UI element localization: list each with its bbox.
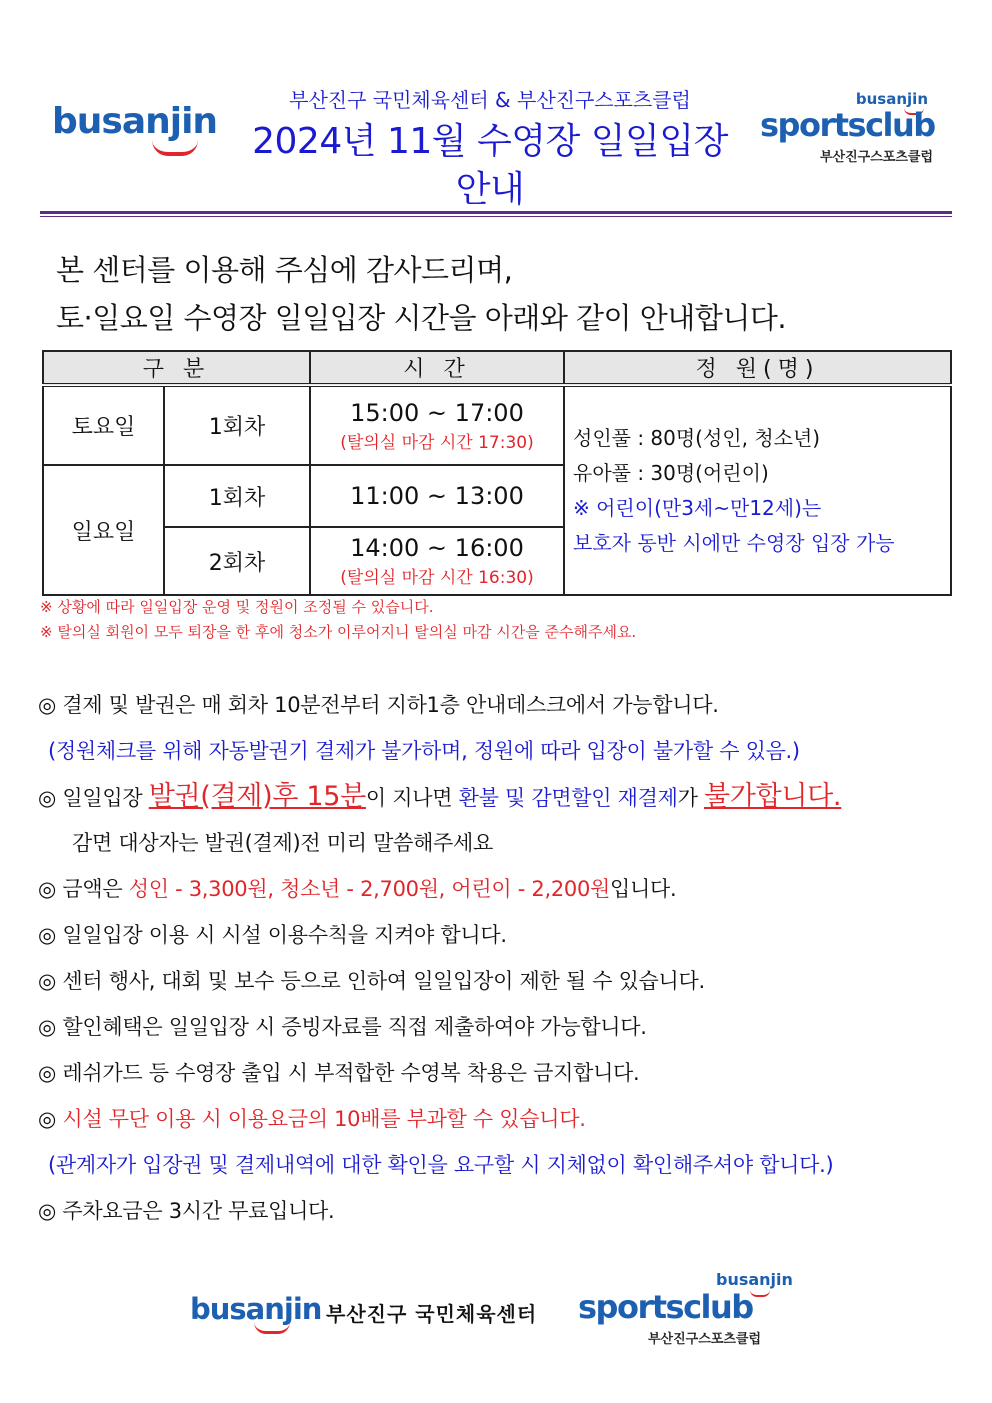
header <box>0 80 992 210</box>
table-header-row <box>43 351 951 385</box>
kids-note-1: ※ 어린이(만3세~만12세)는 <box>573 495 822 520</box>
header-time: 시 간 <box>310 351 564 385</box>
saturday-time: 15:00 ~ 17:00 <box>350 398 524 427</box>
saturday-label: 토요일 <box>43 385 164 465</box>
footer-sportsclub-logo: sportsclub <box>578 1288 753 1326</box>
sunday-session-2: 2회차 <box>164 527 310 595</box>
note-2: ※ 탈의실 회원이 모두 퇴장을 한 후에 청소가 이루어지니 탈의실 마감 시간을 준수해주세요. <box>40 623 637 641</box>
busanjin-logo-text: busanjin <box>52 101 218 142</box>
list-item: ◎ 일일입장 이용 시 시설 이용수칙을 지켜야 합니다. <box>38 923 507 947</box>
footer-center-name: 부산진구 국민체육센터 <box>326 1302 538 1326</box>
footer-sportsclub-kor: 부산진구스포츠클럽 <box>648 1332 762 1347</box>
footer-smile-icon <box>254 1322 290 1334</box>
title-block <box>230 86 750 214</box>
saturday-time-cell <box>310 385 564 465</box>
saturday-locker-note: (탈의실 마감 시간 17:30) <box>340 432 534 453</box>
divider-thin <box>40 216 952 217</box>
b8-part: ◎ <box>38 1107 63 1131</box>
schedule-table <box>42 350 952 596</box>
smile-icon <box>152 140 198 156</box>
sunday-locker-note: (탈의실 마감 시간 16:30) <box>340 568 534 588</box>
capacity-cell <box>564 385 951 595</box>
footer <box>0 1270 992 1350</box>
list-item <box>38 1098 958 1144</box>
footer-busanjin-logo: busanjin <box>190 1292 322 1326</box>
saturday-session: 1회차 <box>164 385 310 465</box>
b2-part: ◎ 일일입장 <box>38 786 149 810</box>
intro-line-1: 본 센터를 이용해 주심에 감사드리며, <box>56 253 513 287</box>
b2-highlight-refund: 환불 및 감면할인 재결제 <box>458 786 678 810</box>
page-title: 2024년 11월 수영장 일일입장 안내 <box>252 121 728 210</box>
kids-note-2: 보호자 동반 시에만 수영장 입장 가능 <box>573 530 895 555</box>
page-subtitle: 부산진구 국민체육센터 & 부산진구스포츠클럽 <box>289 88 691 112</box>
b3-part: ◎ 금액은 <box>38 877 129 901</box>
sunday-time-2-cell <box>310 527 564 595</box>
footer-small-smile-icon <box>750 1290 770 1297</box>
note-1: ※ 상황에 따라 일일입장 운영 및 정원이 조정될 수 있습니다. <box>40 598 434 616</box>
list-item: ◎ 센터 행사, 대회 및 보수 등으로 인하여 일일입장이 제한 될 수 있습니다. <box>38 969 705 993</box>
list-item: ◎ 할인혜택은 일일입장 시 증빙자료를 직접 제출하여야 가능합니다. <box>38 1015 647 1039</box>
kids-pool-capacity: 유아풀 : 30명(어린이) <box>573 460 769 485</box>
b3-part: 입니다. <box>610 877 677 901</box>
list-item: (관계자가 입장권 및 결제내역에 대한 확인을 요구할 시 지체없이 확인해주셔야 합니다.) <box>48 1153 834 1177</box>
adult-pool-capacity: 성인풀 : 80명(성인, 청소년) <box>573 425 821 450</box>
b2-part: 가 <box>677 786 704 810</box>
sunday-time-1: 11:00 ~ 13:00 <box>310 465 564 527</box>
b2-part: 이 지나면 <box>365 786 459 810</box>
sunday-label: 일요일 <box>43 465 164 595</box>
sportsclub-logo-kor: 부산진구스포츠클럽 <box>820 150 934 165</box>
footer-sportsclub-small: busanjin <box>716 1270 793 1289</box>
header-category: 구 분 <box>43 351 310 385</box>
info-list <box>38 684 958 1236</box>
list-item <box>38 776 958 822</box>
list-item: (정원체크를 위해 자동발권기 결제가 불가하며, 정원에 따라 입장이 불가할 수 있음.) <box>48 739 800 763</box>
list-item: ◎ 레쉬가드 등 수영장 출입 시 부적합한 수영복 착용은 금지합니다. <box>38 1061 640 1085</box>
b2-highlight-time: 발권(결제)후 15분 <box>148 781 366 812</box>
intro-line-2: 토·일요일 수영장 일일입장 시간을 아래와 같이 안내합니다. <box>56 301 787 335</box>
table-row <box>43 385 951 465</box>
b3-prices: 성인 - 3,300원, 청소년 - 2,700원, 어린이 - 2,200원 <box>128 877 611 901</box>
sportsclub-logo-text: sportsclub <box>760 106 935 144</box>
list-item: ◎ 주차요금은 3시간 무료입니다. <box>38 1199 335 1223</box>
header-capacity: 정 원(명) <box>564 351 951 385</box>
sunday-session-1: 1회차 <box>164 465 310 527</box>
busanjin-logo <box>52 102 224 164</box>
b8-warning: 시설 무단 이용 시 이용요금의 10배를 부과할 수 있습니다. <box>62 1107 586 1131</box>
table-notes <box>40 595 940 645</box>
sportsclub-logo <box>760 90 960 170</box>
sunday-time-2: 14:00 ~ 16:00 <box>350 534 524 562</box>
list-item: 감면 대상자는 발권(결제)전 미리 말씀해주세요 <box>72 831 494 855</box>
list-item: ◎ 결제 및 발권은 매 회차 10분전부터 지하1층 안내데스크에서 가능합니다. <box>38 693 719 717</box>
divider-thick <box>40 211 952 214</box>
sportsclub-logo-small-text: busanjin <box>855 90 928 108</box>
list-item <box>38 868 958 914</box>
b2-highlight-impossible: 불가합니다. <box>704 781 842 812</box>
intro-text <box>56 246 936 342</box>
